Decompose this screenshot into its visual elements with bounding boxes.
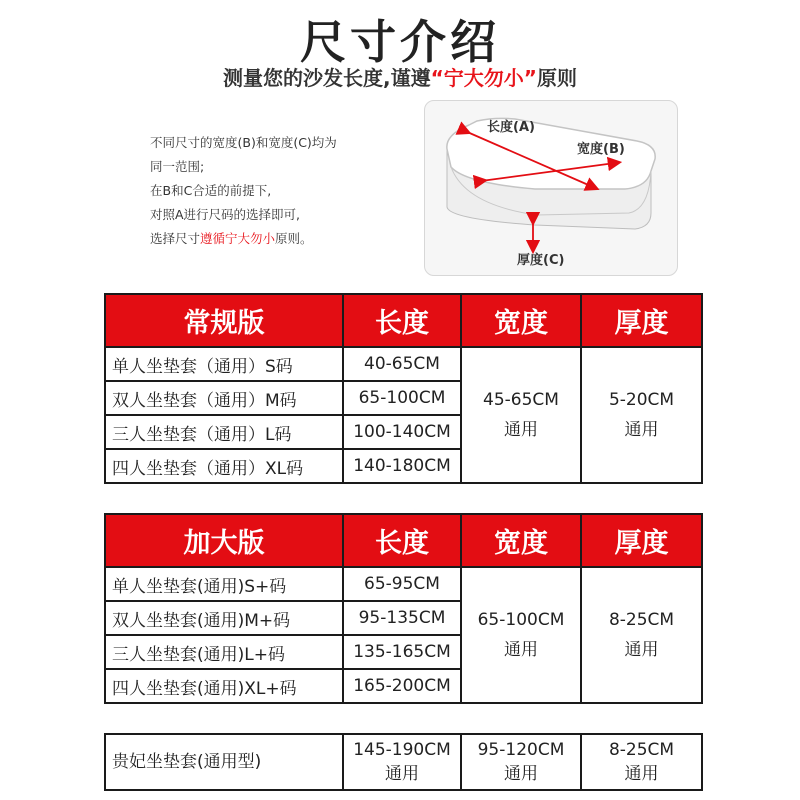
size-length: 100-140CM <box>343 415 461 449</box>
subtitle-tail: 原则 <box>536 66 577 90</box>
guifei-size-table <box>104 733 703 791</box>
width-note: 通用 <box>504 764 538 784</box>
size-length: 140-180CM <box>343 449 461 483</box>
size-width <box>461 734 581 790</box>
page-subtitle <box>0 62 800 91</box>
length-note: 通用 <box>385 764 419 784</box>
header-width: 宽度 <box>461 294 581 347</box>
note-line <box>150 227 420 251</box>
subtitle-highlight: “宁大勿小” <box>430 66 537 90</box>
page-title: 尺寸介绍 <box>300 15 500 69</box>
table-row <box>105 347 702 381</box>
thickness-value: 8-25CM <box>608 740 675 760</box>
table-row <box>105 567 702 601</box>
note-line: 在B和C合适的前提下, <box>150 183 272 198</box>
header-length: 长度 <box>343 514 461 567</box>
size-name: 双人坐垫套（通用）M码 <box>105 381 343 415</box>
thickness-label: 厚度(C) <box>517 253 565 268</box>
size-name: 三人坐垫套(通用)L+码 <box>105 635 343 669</box>
note-text: 原则。 <box>275 231 313 246</box>
size-name: 贵妃坐垫套(通用型) <box>105 734 343 790</box>
width-note: 通用 <box>504 420 538 440</box>
size-length: 95-135CM <box>343 601 461 635</box>
size-length: 135-165CM <box>343 635 461 669</box>
size-thickness <box>581 347 702 483</box>
size-length: 40-65CM <box>343 347 461 381</box>
header-length: 长度 <box>343 294 461 347</box>
table-header-row <box>105 514 702 567</box>
size-length: 65-95CM <box>343 567 461 601</box>
note-line: 对照A进行尺码的选择即可, <box>150 207 301 222</box>
header-width: 宽度 <box>461 514 581 567</box>
thickness-value: 5-20CM <box>608 390 675 410</box>
size-thickness <box>581 734 702 790</box>
header-thickness: 厚度 <box>581 514 702 567</box>
note-line: 不同尺寸的宽度(B)和宽度(C)均为 <box>150 135 337 150</box>
table-header-row <box>105 294 702 347</box>
size-name: 双人坐垫套(通用)M+码 <box>105 601 343 635</box>
size-thickness <box>581 567 702 703</box>
thickness-note: 通用 <box>624 420 659 440</box>
size-name: 四人坐垫套(通用)XL+码 <box>105 669 343 703</box>
size-width <box>461 567 581 703</box>
cushion-diagram <box>424 100 678 276</box>
thickness-value: 8-25CM <box>608 610 675 630</box>
header-edition: 常规版 <box>105 294 343 347</box>
thickness-note: 通用 <box>624 640 659 660</box>
width-value: 95-120CM <box>477 740 565 760</box>
size-length: 65-100CM <box>343 381 461 415</box>
width-value: 45-65CM <box>483 390 559 410</box>
size-length <box>343 734 461 790</box>
header-edition: 加大版 <box>105 514 343 567</box>
size-length: 165-200CM <box>343 669 461 703</box>
regular-size-table <box>104 293 703 484</box>
size-name: 三人坐垫套（通用）L码 <box>105 415 343 449</box>
subtitle-text: 测量您的沙发长度,谨遵 <box>223 66 431 90</box>
note-line: 同一范围; <box>150 159 205 174</box>
sizing-notes <box>150 131 420 251</box>
length-label: 长度(A) <box>487 120 535 135</box>
plus-size-table <box>104 513 703 704</box>
length-value: 145-190CM <box>353 740 451 760</box>
note-text: 选择尺寸 <box>150 231 201 246</box>
size-name: 单人坐垫套(通用)S+码 <box>105 567 343 601</box>
size-width <box>461 347 581 483</box>
width-value: 65-100CM <box>477 610 565 630</box>
size-name: 单人坐垫套（通用）S码 <box>105 347 343 381</box>
cushion-illustration <box>425 101 679 277</box>
width-label: 宽度(B) <box>577 142 625 157</box>
thickness-note: 通用 <box>624 764 659 784</box>
table-row <box>105 734 702 790</box>
size-name: 四人坐垫套（通用）XL码 <box>105 449 343 483</box>
header-thickness: 厚度 <box>581 294 702 347</box>
note-highlight: 遵循宁大勿小 <box>200 231 276 246</box>
width-note: 通用 <box>504 640 538 660</box>
